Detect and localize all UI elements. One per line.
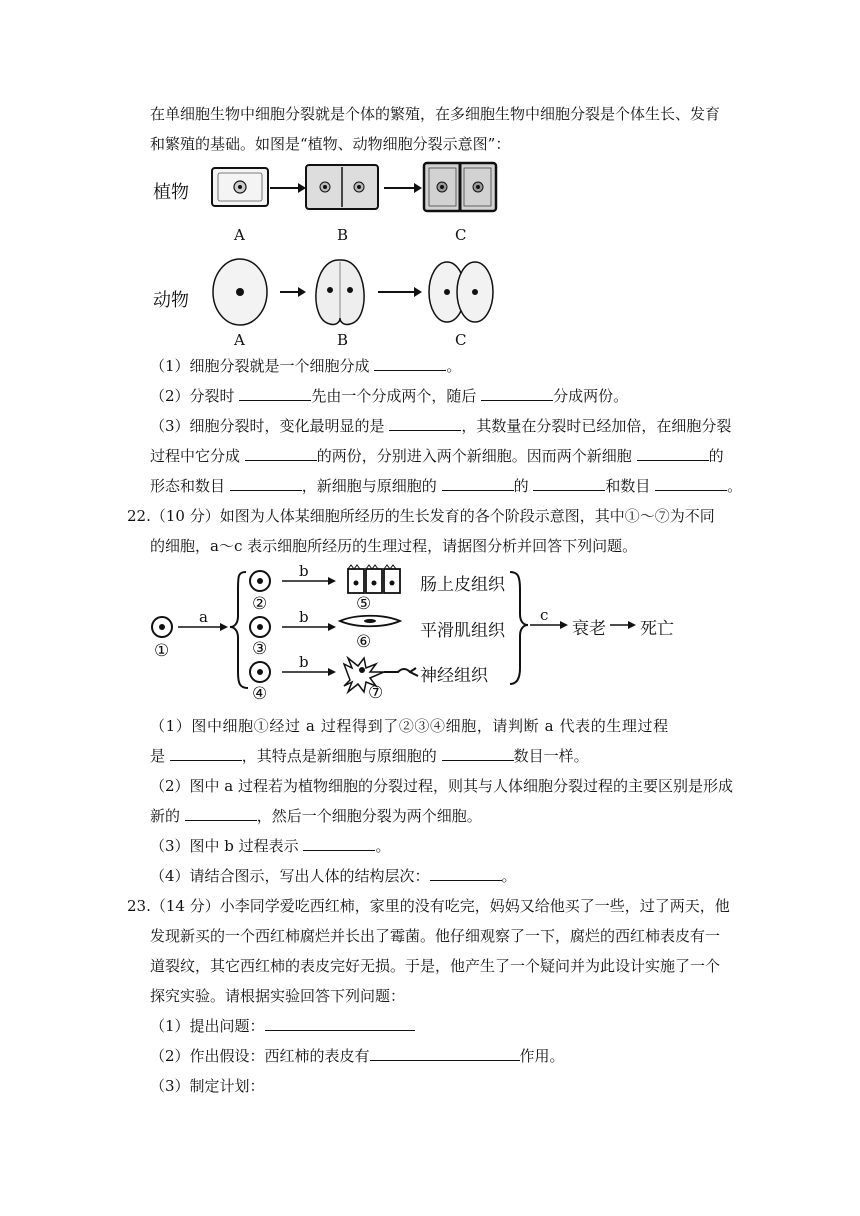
q22-stem-line-2: 的细胞，a～c 表示细胞所经历的生理过程，请据图分析并回答下列问题。 [150,537,638,555]
q22-p3-text-b: 。 [375,837,391,855]
tissue-intestinal-epithelium: 肠上皮组织 [420,575,505,595]
plant-a-label: A [234,226,245,244]
intro-line-1: 在单细胞生物中细胞分裂就是个体的繁殖，在多细胞生物中细胞分裂是个体生长、发育 [150,105,721,123]
q21-p1-text: （1）细胞分裂就是一个细胞分成 [150,357,375,375]
q23-stem-line-3: 道裂纹，其它西红柿的表皮完好无损。于是，他产生了一个疑问并为此设计实施了一个 [150,957,721,975]
process-c-label: c [540,606,549,624]
plant-c-label: C [455,226,467,244]
q23-stem-line-1: 23.（14 分）小李同学爱吃西红柿，家里的没有吃完，妈妈又给他买了一些，过了两天，他 [127,897,730,915]
q22-part-4 [150,866,517,886]
process-a-label: a [199,608,208,626]
answer-blank[interactable] [370,1046,520,1061]
cell-6-number: ⑥ [356,632,372,652]
q21-p3-text-f: 形态和数目 [150,477,230,495]
q21-p3-text-b: ，其数量在分裂时已经加倍，在细胞分裂 [461,417,732,435]
animal-c-label: C [455,331,467,349]
q22-p3-text-a: （3）图中 b 过程表示 [150,837,304,855]
process-b-label-3: b [299,653,309,671]
q22-p1-text-c: 数目一样。 [513,747,589,765]
death-label: 死亡 [640,619,674,639]
q22-p1-text-a: 是 [150,747,170,765]
cell-2-number: ② [252,594,268,614]
q22-p4-text-a: （4）请结合图示，写出人体的结构层次： [150,867,430,885]
q21-p2-text-b: 先由一个分成两个，随后 [311,387,482,405]
process-b-label-2: b [299,608,309,626]
cell-7-number: ⑦ [368,683,384,703]
q23-p2-text-a: （2）作出假设：西红柿的表皮有 [150,1047,370,1065]
tissue-nerve: 神经组织 [420,666,488,686]
plant-label: 植物 [153,182,189,203]
q23-stem-line-2: 发现新买的一个西红柿腐烂并长出了霉菌。他仔细观察了一下，腐烂的西红柿表皮有一 [150,927,721,945]
answer-blank[interactable] [303,836,375,851]
aging-label: 衰老 [572,619,606,639]
q21-p3-text-j: 。 [727,477,743,495]
answer-blank[interactable] [430,866,502,881]
q22-p2-text-b: ，然后一个细胞分裂为两个细胞。 [256,807,482,825]
q22-part-1-line-2 [150,746,589,766]
animal-label: 动物 [153,290,189,311]
q21-p1-end: 。 [446,357,462,375]
cell-3-number: ③ [252,639,268,659]
q21-p3-text-i: 和数目 [605,477,656,495]
q22-p2-text-a: 新的 [150,807,185,825]
q23-part-1 [150,1016,415,1036]
q22-part-2-line-2 [150,806,482,826]
q21-p3-text-e: 的 [708,447,724,465]
q23-part-2 [150,1046,565,1066]
q21-p3-text-g: ，新细胞与原细胞的 [301,477,442,495]
answer-blank[interactable] [185,806,257,821]
plant-b-label: B [337,226,349,244]
process-b-label-1: b [299,562,309,580]
q22-part-3 [150,836,390,856]
q23-part-3: （3）制定计划： [150,1077,265,1095]
tissue-smooth-muscle: 平滑肌组织 [420,621,505,641]
animal-a-label: A [234,331,245,349]
q21-p3-text-d: 的两份，分别进入两个新细胞。因而两个新细胞 [316,447,637,465]
q22-part-1-line-1: （1）图中细胞①经过 a 过程得到了②③④细胞，请判断 a 代表的生理过程 [150,717,669,735]
cell-4-number: ④ [252,684,268,704]
q21-p3-text-a: （3）细胞分裂时，变化最明显的是 [150,417,390,435]
q21-p3-text-c: 过程中它分成 [150,447,245,465]
answer-blank[interactable] [265,1016,415,1031]
q21-p2-text-a: （2）分裂时 [150,387,240,405]
q22-p4-text-b: 。 [501,867,517,885]
q22-stem-line-1: 22.（10 分）如图为人体某细胞所经历的生长发育的各个阶段示意图，其中①～⑦为不同 [127,507,715,525]
q23-p2-text-b: 作用。 [519,1047,565,1065]
q22-part-2-line-1: （2）图中 a 过程若为植物细胞的分裂过程，则其与人体细胞分裂过程的主要区别是形成 [150,777,734,795]
answer-blank[interactable] [170,746,242,761]
q23-stem-line-4: 探究实验。请根据实验回答下列问题： [150,987,406,1005]
cell-1-number: ① [154,641,170,661]
q23-p1-text: （1）提出问题： [150,1017,265,1035]
q21-p3-text-h: 的 [513,477,534,495]
q22-p1-text-b: ，其特点是新细胞与原细胞的 [241,747,442,765]
intro-line-2: 和繁殖的基础。如图是“植物、动物细胞分裂示意图”： [150,135,511,153]
cell-5-number: ⑤ [356,594,372,614]
q21-p2-text-c: 分成两份。 [553,387,629,405]
animal-b-label: B [337,331,349,349]
answer-blank[interactable] [442,746,514,761]
